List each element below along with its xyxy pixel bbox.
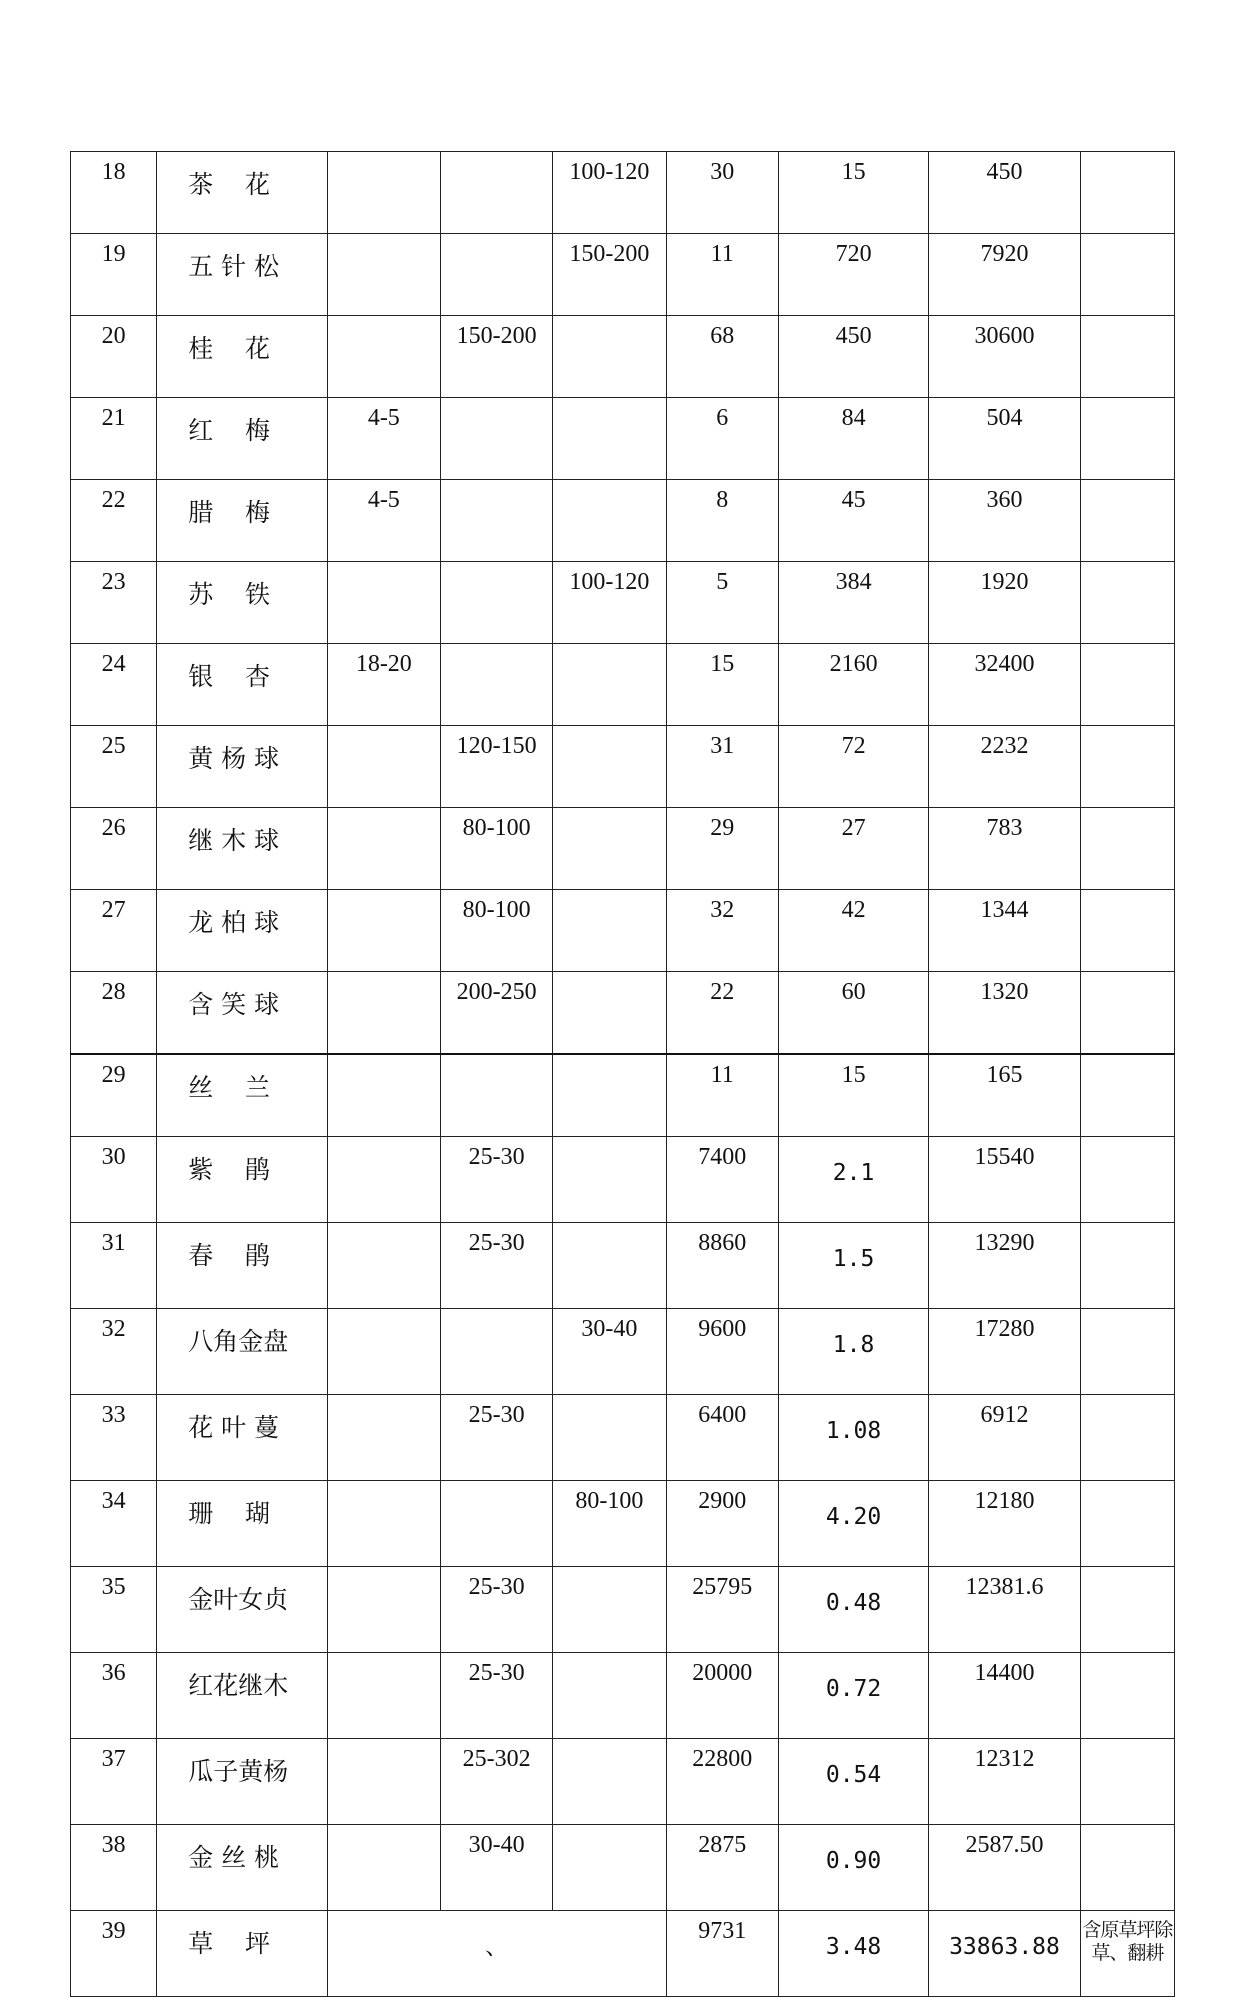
quantity: 29 [666,808,778,890]
note [1080,234,1174,316]
row-number: 23 [71,562,157,644]
note [1080,152,1174,234]
note [1080,1223,1174,1309]
unit-price: 0.54 [778,1739,928,1825]
note [1080,1481,1174,1567]
unit-price: 2160 [778,644,928,726]
total: 32400 [929,644,1080,726]
plant-name: 瓜子黄杨 [157,1739,327,1825]
spec-col-1 [327,1309,440,1395]
total: 14400 [929,1653,1080,1739]
row-number: 26 [71,808,157,890]
spec-col-2 [440,1481,552,1567]
note [1080,1825,1174,1911]
quantity: 6400 [666,1395,778,1481]
table-row [71,152,1175,234]
plant-name: 丝 兰 [157,1054,327,1137]
spec-col-3: 30-40 [553,1309,666,1395]
table-row [71,1911,1175,1997]
spec-col-1 [327,1481,440,1567]
quantity: 31 [666,726,778,808]
note [1080,1653,1174,1739]
plant-name: 继 木 球 [157,808,327,890]
spec-col-3 [553,1739,666,1825]
quantity: 15 [666,644,778,726]
spec-col-2: 200-250 [440,972,552,1055]
row-number: 25 [71,726,157,808]
row-number: 37 [71,1739,157,1825]
quantity: 32 [666,890,778,972]
spec-col-3 [553,398,666,480]
unit-price: 0.48 [778,1567,928,1653]
total: 2232 [929,726,1080,808]
unit-price: 1.5 [778,1223,928,1309]
plant-name: 草 坪 [157,1911,327,1997]
row-number: 22 [71,480,157,562]
row-number: 20 [71,316,157,398]
note: 含原草坪除草、翻耕 [1080,1911,1174,1997]
spec-col-1 [327,1223,440,1309]
plant-name: 茶 花 [157,152,327,234]
unit-price: 4.20 [778,1481,928,1567]
quantity: 9600 [666,1309,778,1395]
spec-col-2: 120-150 [440,726,552,808]
note [1080,1137,1174,1223]
unit-price: 15 [778,152,928,234]
spec-col-1 [327,808,440,890]
spec-col-1 [327,890,440,972]
quantity: 6 [666,398,778,480]
unit-price: 45 [778,480,928,562]
total: 2587.50 [929,1825,1080,1911]
table-row [71,1739,1175,1825]
row-number: 35 [71,1567,157,1653]
table-body [71,152,1175,1997]
spec-col-2: 150-200 [440,316,552,398]
spec-col-1 [327,972,440,1055]
unit-price: 72 [778,726,928,808]
spec-col-1 [327,1825,440,1911]
unit-price: 84 [778,398,928,480]
quantity: 22 [666,972,778,1055]
unit-price: 1.8 [778,1309,928,1395]
spec-col-1 [327,1653,440,1739]
table-row [71,726,1175,808]
plant-name: 含 笑 球 [157,972,327,1055]
unit-price: 1.08 [778,1395,928,1481]
table-row [71,562,1175,644]
row-number: 39 [71,1911,157,1997]
row-number: 27 [71,890,157,972]
quantity: 5 [666,562,778,644]
quantity: 68 [666,316,778,398]
spec-col-3 [553,1825,666,1911]
table-row [71,316,1175,398]
plant-name: 红花继木 [157,1653,327,1739]
note [1080,562,1174,644]
unit-price: 15 [778,1054,928,1137]
row-number: 36 [71,1653,157,1739]
note [1080,890,1174,972]
plant-name: 珊 瑚 [157,1481,327,1567]
spec-col-2 [440,562,552,644]
spec-col-1 [327,1739,440,1825]
table-row [71,644,1175,726]
plant-name: 金 丝 桃 [157,1825,327,1911]
note [1080,644,1174,726]
note [1080,398,1174,480]
table-row [71,1653,1175,1739]
spec-col-1 [327,1137,440,1223]
unit-price: 42 [778,890,928,972]
row-number: 21 [71,398,157,480]
table-row [71,1825,1175,1911]
spec-col-1 [327,1054,440,1137]
spec-col-3 [553,890,666,972]
table-row [71,1054,1175,1137]
total: 15540 [929,1137,1080,1223]
unit-price: 720 [778,234,928,316]
row-number: 32 [71,1309,157,1395]
spec-col-1 [327,234,440,316]
plant-name: 苏 铁 [157,562,327,644]
row-number: 29 [71,1054,157,1137]
spec-col-2 [440,1054,552,1137]
table-row [71,1309,1175,1395]
total: 450 [929,152,1080,234]
total: 1320 [929,972,1080,1055]
total: 1920 [929,562,1080,644]
table-row [71,1481,1175,1567]
row-number: 33 [71,1395,157,1481]
table-row [71,890,1175,972]
spec-col-2 [440,644,552,726]
table-row [71,1567,1175,1653]
total: 13290 [929,1223,1080,1309]
plant-name: 红 梅 [157,398,327,480]
note [1080,1054,1174,1137]
table-row [71,1137,1175,1223]
spec-col-3 [553,808,666,890]
quantity: 11 [666,1054,778,1137]
total: 17280 [929,1309,1080,1395]
unit-price: 0.90 [778,1825,928,1911]
spec-col-2: 25-30 [440,1653,552,1739]
table-row [71,1223,1175,1309]
spec-col-3: 80-100 [553,1481,666,1567]
note [1080,480,1174,562]
spec-col-1 [327,562,440,644]
total: 12180 [929,1481,1080,1567]
plant-name: 紫 鹃 [157,1137,327,1223]
unit-price: 384 [778,562,928,644]
table-row [71,480,1175,562]
spec-col-2: 30-40 [440,1825,552,1911]
table-row [71,1395,1175,1481]
row-number: 31 [71,1223,157,1309]
spec-col-1: 4-5 [327,480,440,562]
spec-col-2: 80-100 [440,808,552,890]
plant-inventory-table [70,151,1175,1997]
unit-price: 2.1 [778,1137,928,1223]
plant-name: 腊 梅 [157,480,327,562]
plant-name: 桂 花 [157,316,327,398]
total: 360 [929,480,1080,562]
quantity: 2875 [666,1825,778,1911]
spec-col-3: 100-120 [553,152,666,234]
note [1080,1567,1174,1653]
quantity: 8860 [666,1223,778,1309]
table-row [71,398,1175,480]
spec-col-2 [440,152,552,234]
spec-col-2: 25-30 [440,1567,552,1653]
note [1080,972,1174,1055]
spec-col-2: 25-30 [440,1137,552,1223]
plant-name: 五 针 松 [157,234,327,316]
total: 33863.88 [929,1911,1080,1997]
spec-col-1 [327,1395,440,1481]
table-row [71,808,1175,890]
total: 12381.6 [929,1567,1080,1653]
plant-name: 花 叶 蔓 [157,1395,327,1481]
spec-col-1 [327,152,440,234]
quantity: 20000 [666,1653,778,1739]
table-row [71,234,1175,316]
total: 7920 [929,234,1080,316]
spec-col-3: 150-200 [553,234,666,316]
total: 783 [929,808,1080,890]
spec-col-2: 25-30 [440,1395,552,1481]
unit-price: 3.48 [778,1911,928,1997]
plant-name: 春 鹃 [157,1223,327,1309]
quantity: 22800 [666,1739,778,1825]
row-number: 24 [71,644,157,726]
quantity: 30 [666,152,778,234]
spec-col-3 [553,644,666,726]
unit-price: 27 [778,808,928,890]
total: 12312 [929,1739,1080,1825]
row-number: 18 [71,152,157,234]
spec-col-3: 100-120 [553,562,666,644]
spec-col-3 [553,480,666,562]
quantity: 25795 [666,1567,778,1653]
spec-col-2: 25-302 [440,1739,552,1825]
note [1080,726,1174,808]
plant-name: 八角金盘 [157,1309,327,1395]
spec-col-2 [440,234,552,316]
plant-name: 黄 杨 球 [157,726,327,808]
spec-col-3 [553,726,666,808]
spec-col-3 [553,1395,666,1481]
spec-col-3 [553,1054,666,1137]
row-number: 19 [71,234,157,316]
spec-col-1: 18-20 [327,644,440,726]
quantity: 11 [666,234,778,316]
quantity: 7400 [666,1137,778,1223]
table-row [71,972,1175,1055]
note [1080,1309,1174,1395]
spec-col-2 [440,1309,552,1395]
spec-col-2 [440,480,552,562]
plant-name: 金叶女贞 [157,1567,327,1653]
note [1080,1395,1174,1481]
spec-col-2: 80-100 [440,890,552,972]
spec-merged: 、 [327,1911,666,1997]
plant-name: 银 杏 [157,644,327,726]
row-number: 30 [71,1137,157,1223]
spec-col-3 [553,1223,666,1309]
total: 504 [929,398,1080,480]
note [1080,316,1174,398]
total: 30600 [929,316,1080,398]
row-number: 28 [71,972,157,1055]
unit-price: 450 [778,316,928,398]
total: 165 [929,1054,1080,1137]
spec-col-2: 25-30 [440,1223,552,1309]
plant-name: 龙 柏 球 [157,890,327,972]
spec-col-1 [327,726,440,808]
spec-col-3 [553,1653,666,1739]
spec-col-3 [553,1137,666,1223]
row-number: 34 [71,1481,157,1567]
spec-col-2 [440,398,552,480]
spec-col-3 [553,1567,666,1653]
unit-price: 60 [778,972,928,1055]
spec-col-1 [327,316,440,398]
total: 6912 [929,1395,1080,1481]
spec-col-1: 4-5 [327,398,440,480]
note [1080,808,1174,890]
note [1080,1739,1174,1825]
quantity: 2900 [666,1481,778,1567]
quantity: 8 [666,480,778,562]
spec-col-1 [327,1567,440,1653]
unit-price: 0.72 [778,1653,928,1739]
total: 1344 [929,890,1080,972]
row-number: 38 [71,1825,157,1911]
spec-col-3 [553,316,666,398]
quantity: 9731 [666,1911,778,1997]
spec-col-3 [553,972,666,1055]
